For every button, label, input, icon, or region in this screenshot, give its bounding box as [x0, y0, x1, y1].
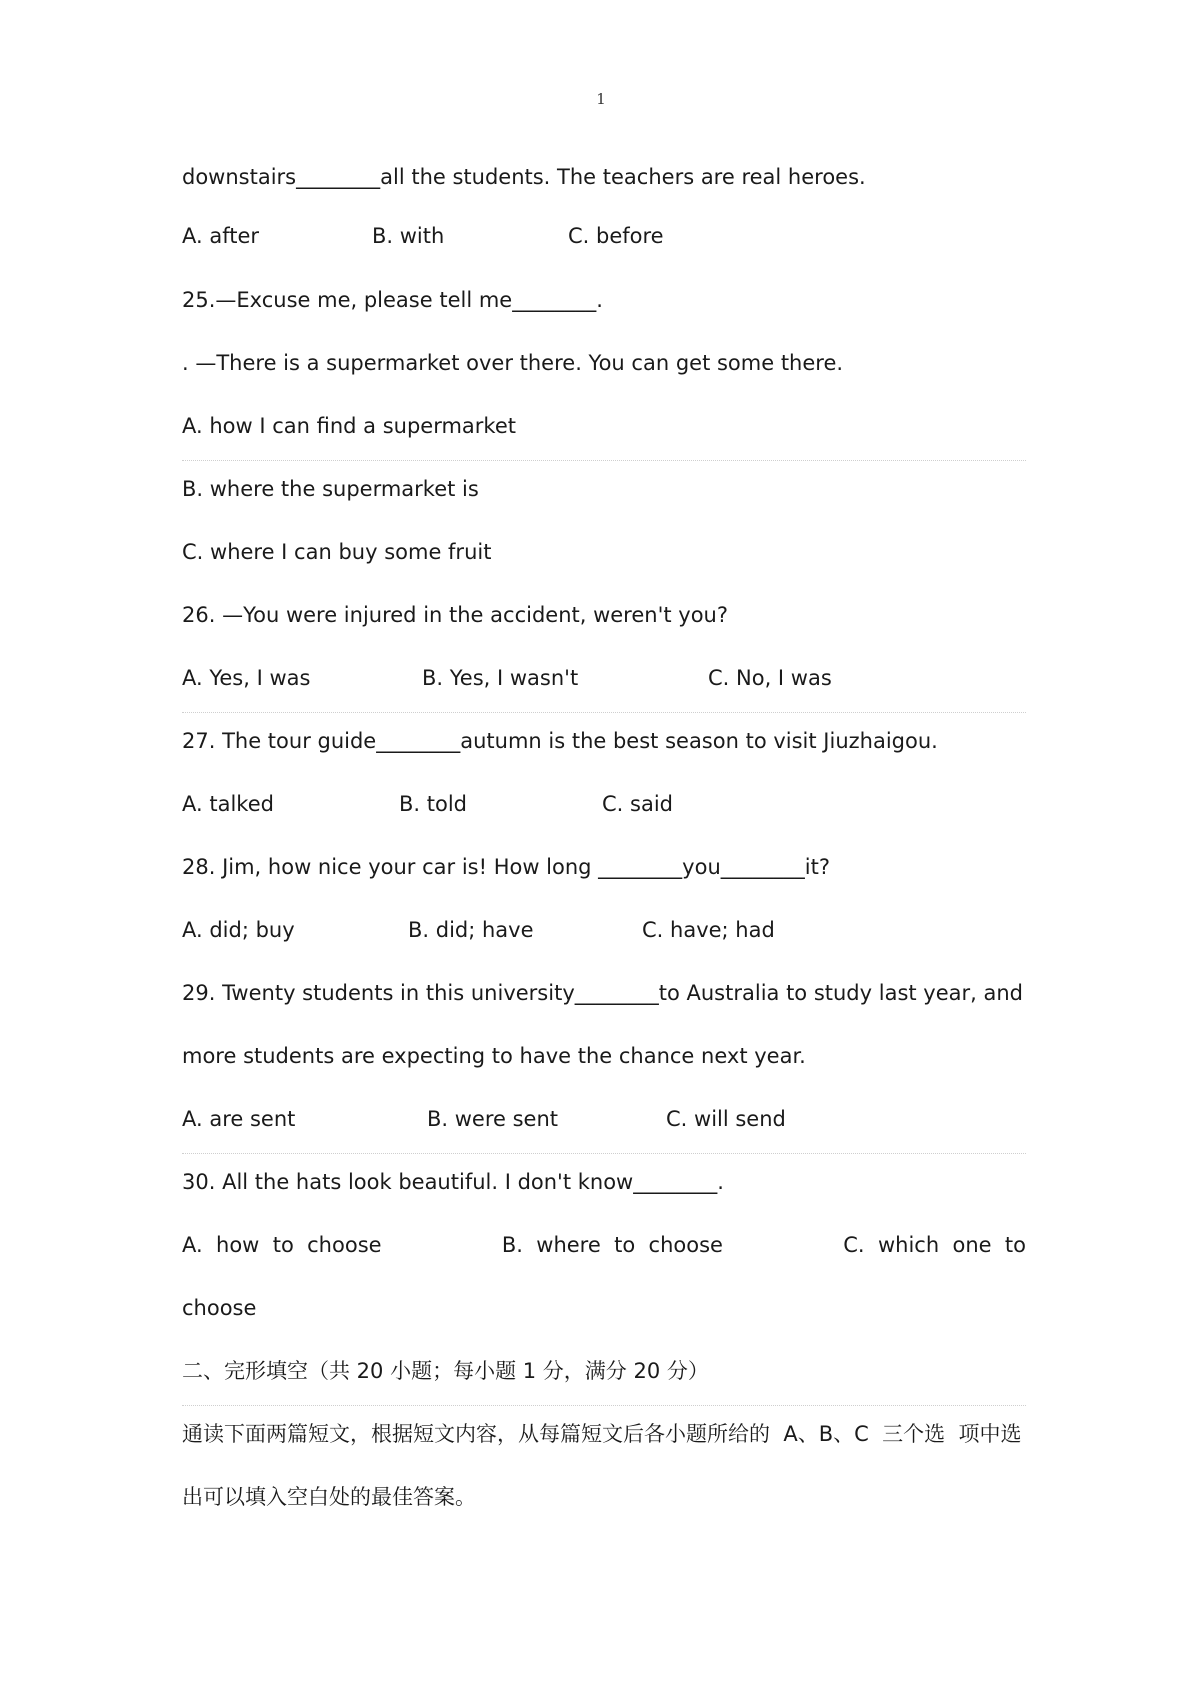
option-a: A. Yes, I was [182, 666, 311, 690]
option-c: C. before [568, 224, 664, 248]
option-a: A. did; buy [182, 918, 295, 942]
option-c: C. which one to [843, 1233, 1026, 1257]
dotted-separator [182, 1153, 1026, 1154]
section-heading: 二、完形填空（共 20 小题；每小题 1 分，满分 20 分） [182, 1359, 709, 1383]
dotted-separator [182, 1405, 1026, 1406]
q25-question: 25.—Excuse me, please tell me________. [182, 288, 603, 312]
option-b: B. Yes, I wasn't [422, 666, 579, 690]
option-b: B. with [372, 224, 445, 248]
option-a: A. talked [182, 792, 274, 816]
q29-question: 29. Twenty students in this university________to Australia to study last year, and [182, 981, 1024, 1005]
option-c: C. No, I was [708, 666, 832, 690]
q26-question: 26. —You were injured in the accident, weren't you? [182, 603, 728, 627]
option-b: B. did; have [408, 918, 534, 942]
section-instructions: 通读下面两篇短文，根据短文内容，从每篇短文后各小题所给的 A、B、C 三个选 项中选 [182, 1422, 1022, 1446]
q26-options [182, 664, 832, 692]
q28-options [182, 916, 775, 944]
option-b: B. were sent [427, 1107, 559, 1131]
q30-question: 30. All the hats look beautiful. I don't know________. [182, 1170, 724, 1194]
q29-question-cont: more students are expecting to have the chance next year. [182, 1044, 806, 1068]
option-b: B. where to choose [501, 1233, 723, 1257]
q29-options [182, 1105, 786, 1133]
page-number: 1 [596, 90, 606, 108]
option-a: A. are sent [182, 1107, 296, 1131]
dotted-separator [182, 712, 1026, 713]
q25-option-a: A. how I can find a supermarket [182, 414, 517, 438]
q24-continuation: downstairs________all the students. The teachers are real heroes. [182, 165, 866, 189]
q27-question: 27. The tour guide________autumn is the best season to visit Jiuzhaigou. [182, 729, 938, 753]
option-a: A. after [182, 224, 260, 248]
option-a: A. how to choose [182, 1233, 382, 1257]
q25-option-b: B. where the supermarket is [182, 477, 479, 501]
q25-option-c: C. where I can buy some fruit [182, 540, 492, 564]
q30-option-c-cont: choose [182, 1296, 257, 1320]
option-c: C. have; had [642, 918, 775, 942]
option-c: C. said [602, 792, 673, 816]
q28-question: 28. Jim, how nice your car is! How long ________you________it? [182, 855, 830, 879]
q30-options [182, 1231, 1026, 1259]
q25-response: . —There is a supermarket over there. You can get some there. [182, 351, 844, 375]
option-c: C. will send [666, 1107, 786, 1131]
q27-options [182, 790, 673, 818]
option-b: B. told [399, 792, 468, 816]
dotted-separator [182, 460, 1026, 461]
section-instructions-cont: 出可以填入空白处的最佳答案。 [182, 1485, 476, 1509]
q24-options [182, 222, 664, 250]
